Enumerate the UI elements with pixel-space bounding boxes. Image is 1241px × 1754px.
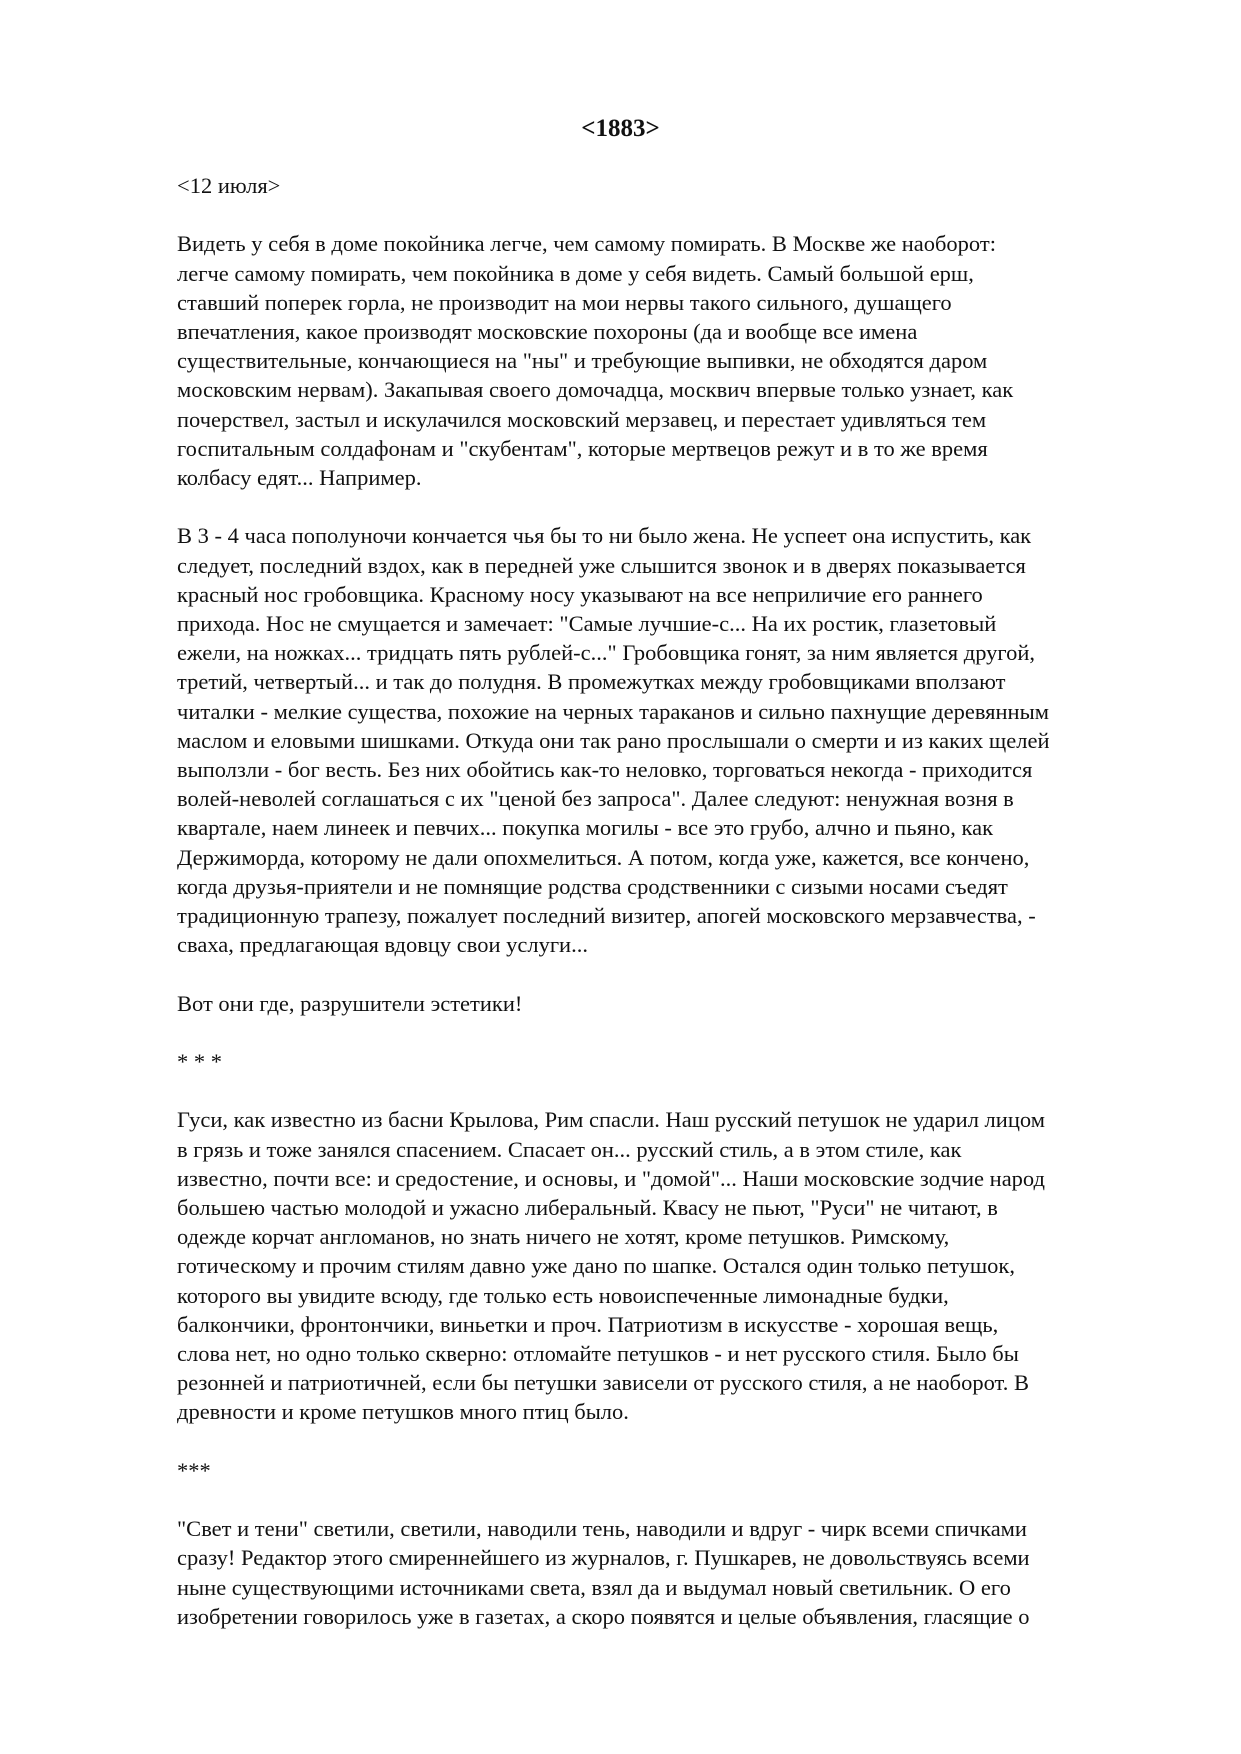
text-line: готическому и прочим стилям давно уже дано по шапке. Остался один только петушок, <box>177 1253 1015 1279</box>
paragraph <box>177 521 1177 959</box>
text-line: легче самому помирать, чем покойника в доме у себя видеть. Самый большой ерш, <box>177 260 974 286</box>
text-line: ныне существующими источниками света, взял да и выдумал новый светильник. О его <box>177 1574 1011 1600</box>
text-line: впечатления, какое производят московские похороны (да и вообще все имена <box>177 319 918 344</box>
paragraph <box>177 1456 1177 1485</box>
text-line: балкончики, фронтончики, виньетки и проч. Патриотизм в искусстве - хорошая вещь, <box>177 1311 999 1337</box>
text-line: сваха, предлагающая вдовцу свои услуги... <box>177 932 588 958</box>
text-line: читалки - мелкие существа, похожие на черных тараканов и сильно пахнущие деревянным <box>177 698 1049 724</box>
text-line: в грязь и тоже занялся спасением. Спасает он... русский стиль, а в этом стиле, как <box>177 1136 962 1162</box>
text-line: красный нос гробовщика. Красному носу указывают на все неприличие его раннего <box>177 581 983 607</box>
text-line: колбасу едят... Например. <box>177 465 422 491</box>
text-line: * * * <box>177 1049 222 1075</box>
page-title: <1883> <box>581 115 660 142</box>
text-line: сразу! Редактор этого смиреннейшего из журналов, г. Пушкарев, не довольствуясь всеми <box>177 1545 1030 1571</box>
text-line: ежели, на ножках... тридцать пять рублей-с..." Гробовщика гонят, за ним является другой, <box>177 640 1035 666</box>
text-line: одежде корчат англоманов, но знать ничего не хотят, кроме петушков. Римскому, <box>177 1224 950 1250</box>
text-line: маслом и еловыми шишками. Откуда они так рано прослышали о смерти и из каких щелей <box>177 727 1050 753</box>
text-line: Видеть у себя в доме покойника легче, чем самому помирать. В Москве же наоборот: <box>177 231 996 257</box>
text-line: большею частью молодой и ужасно либеральный. Квасу не пьют, "Руси" не читают, в <box>177 1195 998 1221</box>
text-line: которого вы увидите всюду, где только есть новоиспеченные лимонадные будки, <box>177 1282 949 1308</box>
text-line: выползли - бог весть. Без них обойтись как-то неловко, торговаться некогда - приходится <box>177 757 1033 783</box>
text-line: В 3 - 4 часа пополуночи кончается чья бы то ни было жена. Не успеет она испустить, как <box>177 523 1032 549</box>
text-line: Держиморда, которому не дали опохмелиться. А потом, когда уже, кажется, все кончено, <box>177 844 1030 870</box>
text-line: Гуси, как известно из басни Крылова, Рим спасли. Наш русский петушок не ударил лицом <box>177 1107 1045 1133</box>
text-line: когда друзья-приятели и не помнящие родства сродственники с сизыми носами съедят <box>177 873 1008 899</box>
text-line: квартале, наем линеек и певчих... покупка могилы - все это грубо, алчно и пьяно, как <box>177 815 994 841</box>
text-line: прихода. Нос не смущается и замечает: "Самые лучшие-с... На их ростик, глазетовый <box>177 611 997 637</box>
text-line: третий, четвертый... и так до полудня. В промежутках между гробовщиками вползают <box>177 669 1006 695</box>
document-body <box>177 171 1177 1660</box>
text-line: госпитальным солдафонам и "скубентам", которые мертвецов режут и в то же время <box>177 435 988 461</box>
text-line: традиционную трапезу, пожалует последний визитер, апогей московского мерзавчества, - <box>177 903 1036 929</box>
text-line: древности и кроме петушков много птиц было. <box>177 1399 629 1425</box>
paragraph <box>177 989 1177 1018</box>
text-line: изобретении говорилось уже в газетах, а скоро появятся и целые объявления, гласящие о <box>177 1603 1030 1629</box>
date-line: <12 июля> <box>177 173 281 198</box>
text-line: слова нет, но одно только скверно: отломайте петушков - и нет русского стиля. Было бы <box>177 1341 1019 1367</box>
text-line: Вот они где, разрушители эстетики! <box>177 990 523 1016</box>
paragraph <box>177 1047 1177 1076</box>
text-line: известно, почти все: и средостение, и основы, и "домой"... Наши московские зодчие народ <box>177 1165 1045 1191</box>
text-line: ставший поперек горла, не производит на мои нервы такого сильного, душащего <box>177 289 952 315</box>
text-line: "Свет и тени" светили, светили, наводили тень, наводили и вдруг - чирк всеми спичками <box>177 1516 1027 1542</box>
text-line: волей-неволей соглашаться с их "ценой без запроса". Далее следуют: ненужная возня в <box>177 786 1014 812</box>
paragraph-list <box>177 229 1177 1631</box>
text-line: *** <box>177 1457 211 1483</box>
text-line: московским нервам). Закапывая своего домочадца, москвич впервые только узнает, как <box>177 377 1014 403</box>
paragraph <box>177 1105 1177 1426</box>
text-line: следует, последний вздох, как в передней уже слышится звонок и в дверях показывается <box>177 552 1026 578</box>
paragraph <box>177 1514 1177 1631</box>
paragraph <box>177 229 1177 492</box>
text-line: почерствел, застыл и искулачился московский мерзавец, и перестает удивляться тем <box>177 406 987 432</box>
text-line: существительные, кончающиеся на "ны" и требующие выпивки, не обходятся даром <box>177 348 988 374</box>
text-line: резонней и патриотичней, если бы петушки зависели от русского стиля, а не наоборот. В <box>177 1370 1029 1396</box>
